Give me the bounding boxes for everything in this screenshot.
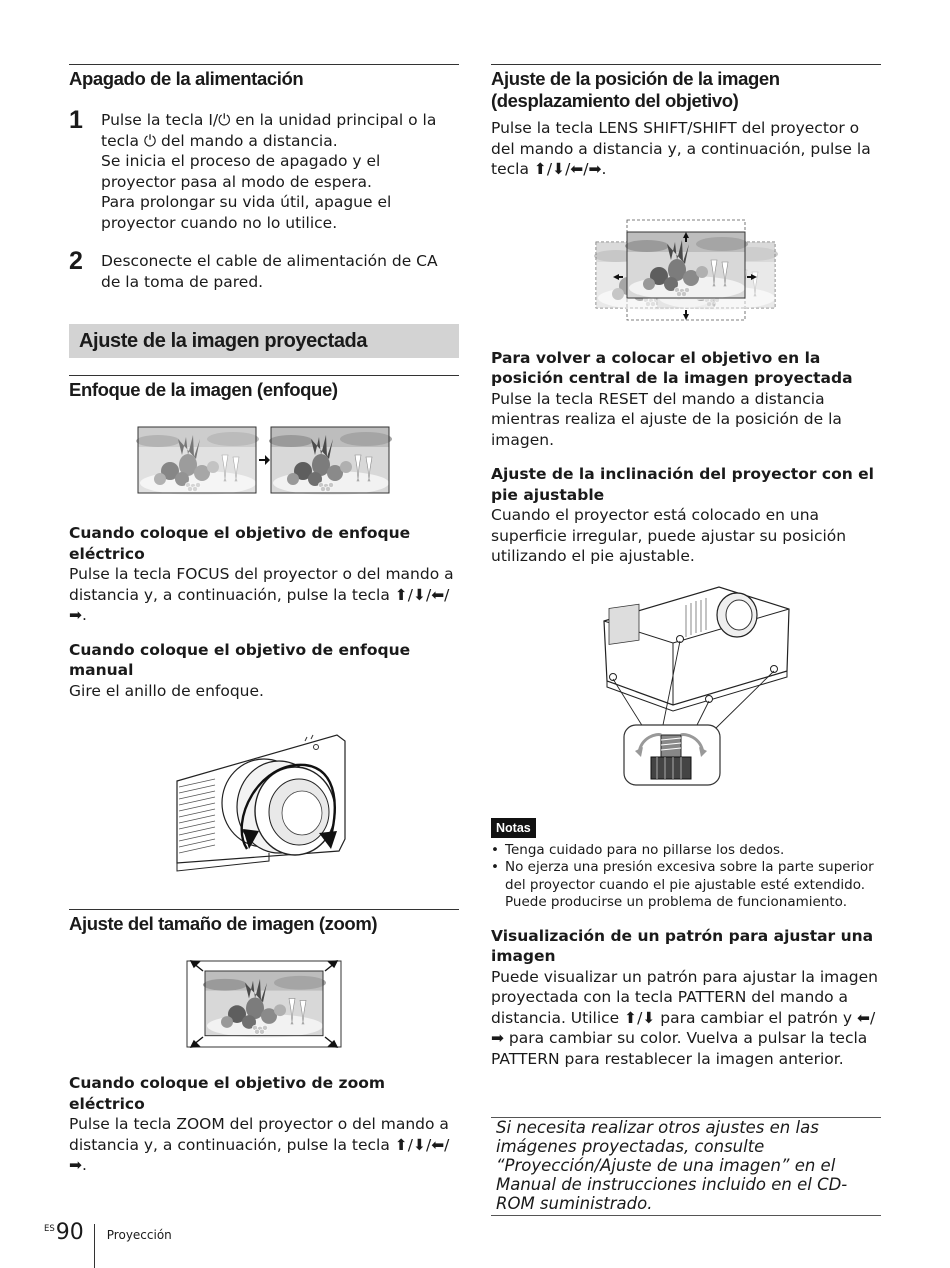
step-1-note-2: Para prolongar su vida útil, apague el proyector cuando no lo utilice. [101,193,392,232]
zoom-illustration [69,949,459,1049]
zoom-section [69,909,459,935]
left-column [69,64,459,1176]
section-banner [69,324,459,358]
arrow-down-icon [683,310,689,320]
tilt-text: Cuando el proyector está colocado en una superficie irregular, puede ajustar su posición utilizando el pie ajustable. [491,506,847,565]
lens-shift-title-line-1: Ajuste de la posición de la imagen [491,68,780,89]
language-code: ES [44,1224,55,1234]
step-2-instruction: Desconecte el cable de alimentación de CA de la toma de pared. [101,252,438,291]
page-footer [44,1220,172,1268]
page-number: 90 [55,1220,84,1245]
step-number: 1 [69,106,83,134]
zoom-title: Ajuste del tamaño de imagen (zoom) [69,913,378,934]
electric-zoom-heading: Cuando coloque el objetivo de zoom eléctrico [69,1074,386,1113]
power-off-title: Apagado de la alimentación [69,68,304,89]
step-1-note: Se inicia el proceso de apagado y el proyector pasa al modo de espera. [101,152,381,191]
electric-zoom-text: Pulse la tecla ZOOM del proyector o del mando a distancia y, a continuación, pulse la tecla ⬆/⬇/⬅/➡. [69,1115,450,1174]
footer-divider [94,1224,95,1268]
chapter-name: Proyección [106,1228,172,1242]
focus-ring-illustration [69,721,459,881]
electric-focus-text: Pulse la tecla FOCUS del proyector o del mando a distancia y, a continuación, pulse la tecla ⬆/⬇/⬅/➡. [69,565,454,624]
pattern-heading: Visualización de un patrón para ajustar una imagen [491,926,874,965]
focus-illustration [69,415,459,509]
lens-shift-text: Pulse la tecla LENS SHIFT/SHIFT del proyector o del mando a distancia y, a continuación, pulse la tecla ⬆/⬇/⬅/➡. [491,119,871,178]
note-item: • No ejerza una presión excesiva sobre la parte superior del proyector cuando el pie ajustable esté extendido. Puede producirse un problema de funcionamiento. [491,859,881,912]
reference-note-text: Si necesita realizar otros ajustes en las imágenes proyectadas, consulte “Proyección/Ajuste de una imagen” en el Manual de instrucciones incluido en el CD-ROM suministrado. [496,1118,848,1213]
step-2 [69,247,459,292]
tilt-heading: Ajuste de la inclinación del proyector con el pie ajustable [491,465,874,504]
arrow-right-icon [259,455,270,465]
electric-focus-heading: Cuando coloque el objetivo de enfoque eléctrico [69,524,411,563]
focus-title: Enfoque de la imagen (enfoque) [69,379,338,400]
manual-focus-text: Gire el anillo de enfoque. [69,681,264,700]
pattern-text: Puede visualizar un patrón para ajustar la imagen proyectada con la tecla PATTERN del mando a distancia. Utilice ⬆/⬇ para cambiar el patrón y ⬅/➡ para cambiar su color. Vuelva a pulsar la tecla PATTERN para restablecer la imagen anterior. [491,967,878,1068]
section-title: Ajuste de la imagen proyectada [79,329,368,352]
notes-block [491,817,881,912]
lens-shift-illustration [491,196,881,322]
notes-badge: Notas [491,818,536,838]
notes-list [491,842,881,912]
step-1 [69,106,459,233]
adjustable-foot-illustration [491,585,881,795]
step-1-instruction: Pulse la tecla I/⏻ en la unidad principal o la tecla ⏻ del mando a distancia. [101,111,437,150]
power-off-section [69,64,459,90]
manual-focus-heading: Cuando coloque el objetivo de enfoque manual [69,640,411,679]
step-number: 2 [69,247,83,275]
note-item: • Tenga cuidado para no pillarse los dedos. [491,842,881,860]
reset-heading: Para volver a colocar el objetivo en la posición central de la imagen proyectada [491,348,853,387]
lens-shift-section [491,64,881,112]
reference-note [491,1117,881,1216]
focus-section [69,375,459,401]
right-column [491,64,881,1216]
lens-shift-title-line-2: (desplazamiento del objetivo) [491,90,739,111]
reset-text: Pulse la tecla RESET del mando a distancia mientras realiza el ajuste de la posición de la imagen. [491,389,842,449]
